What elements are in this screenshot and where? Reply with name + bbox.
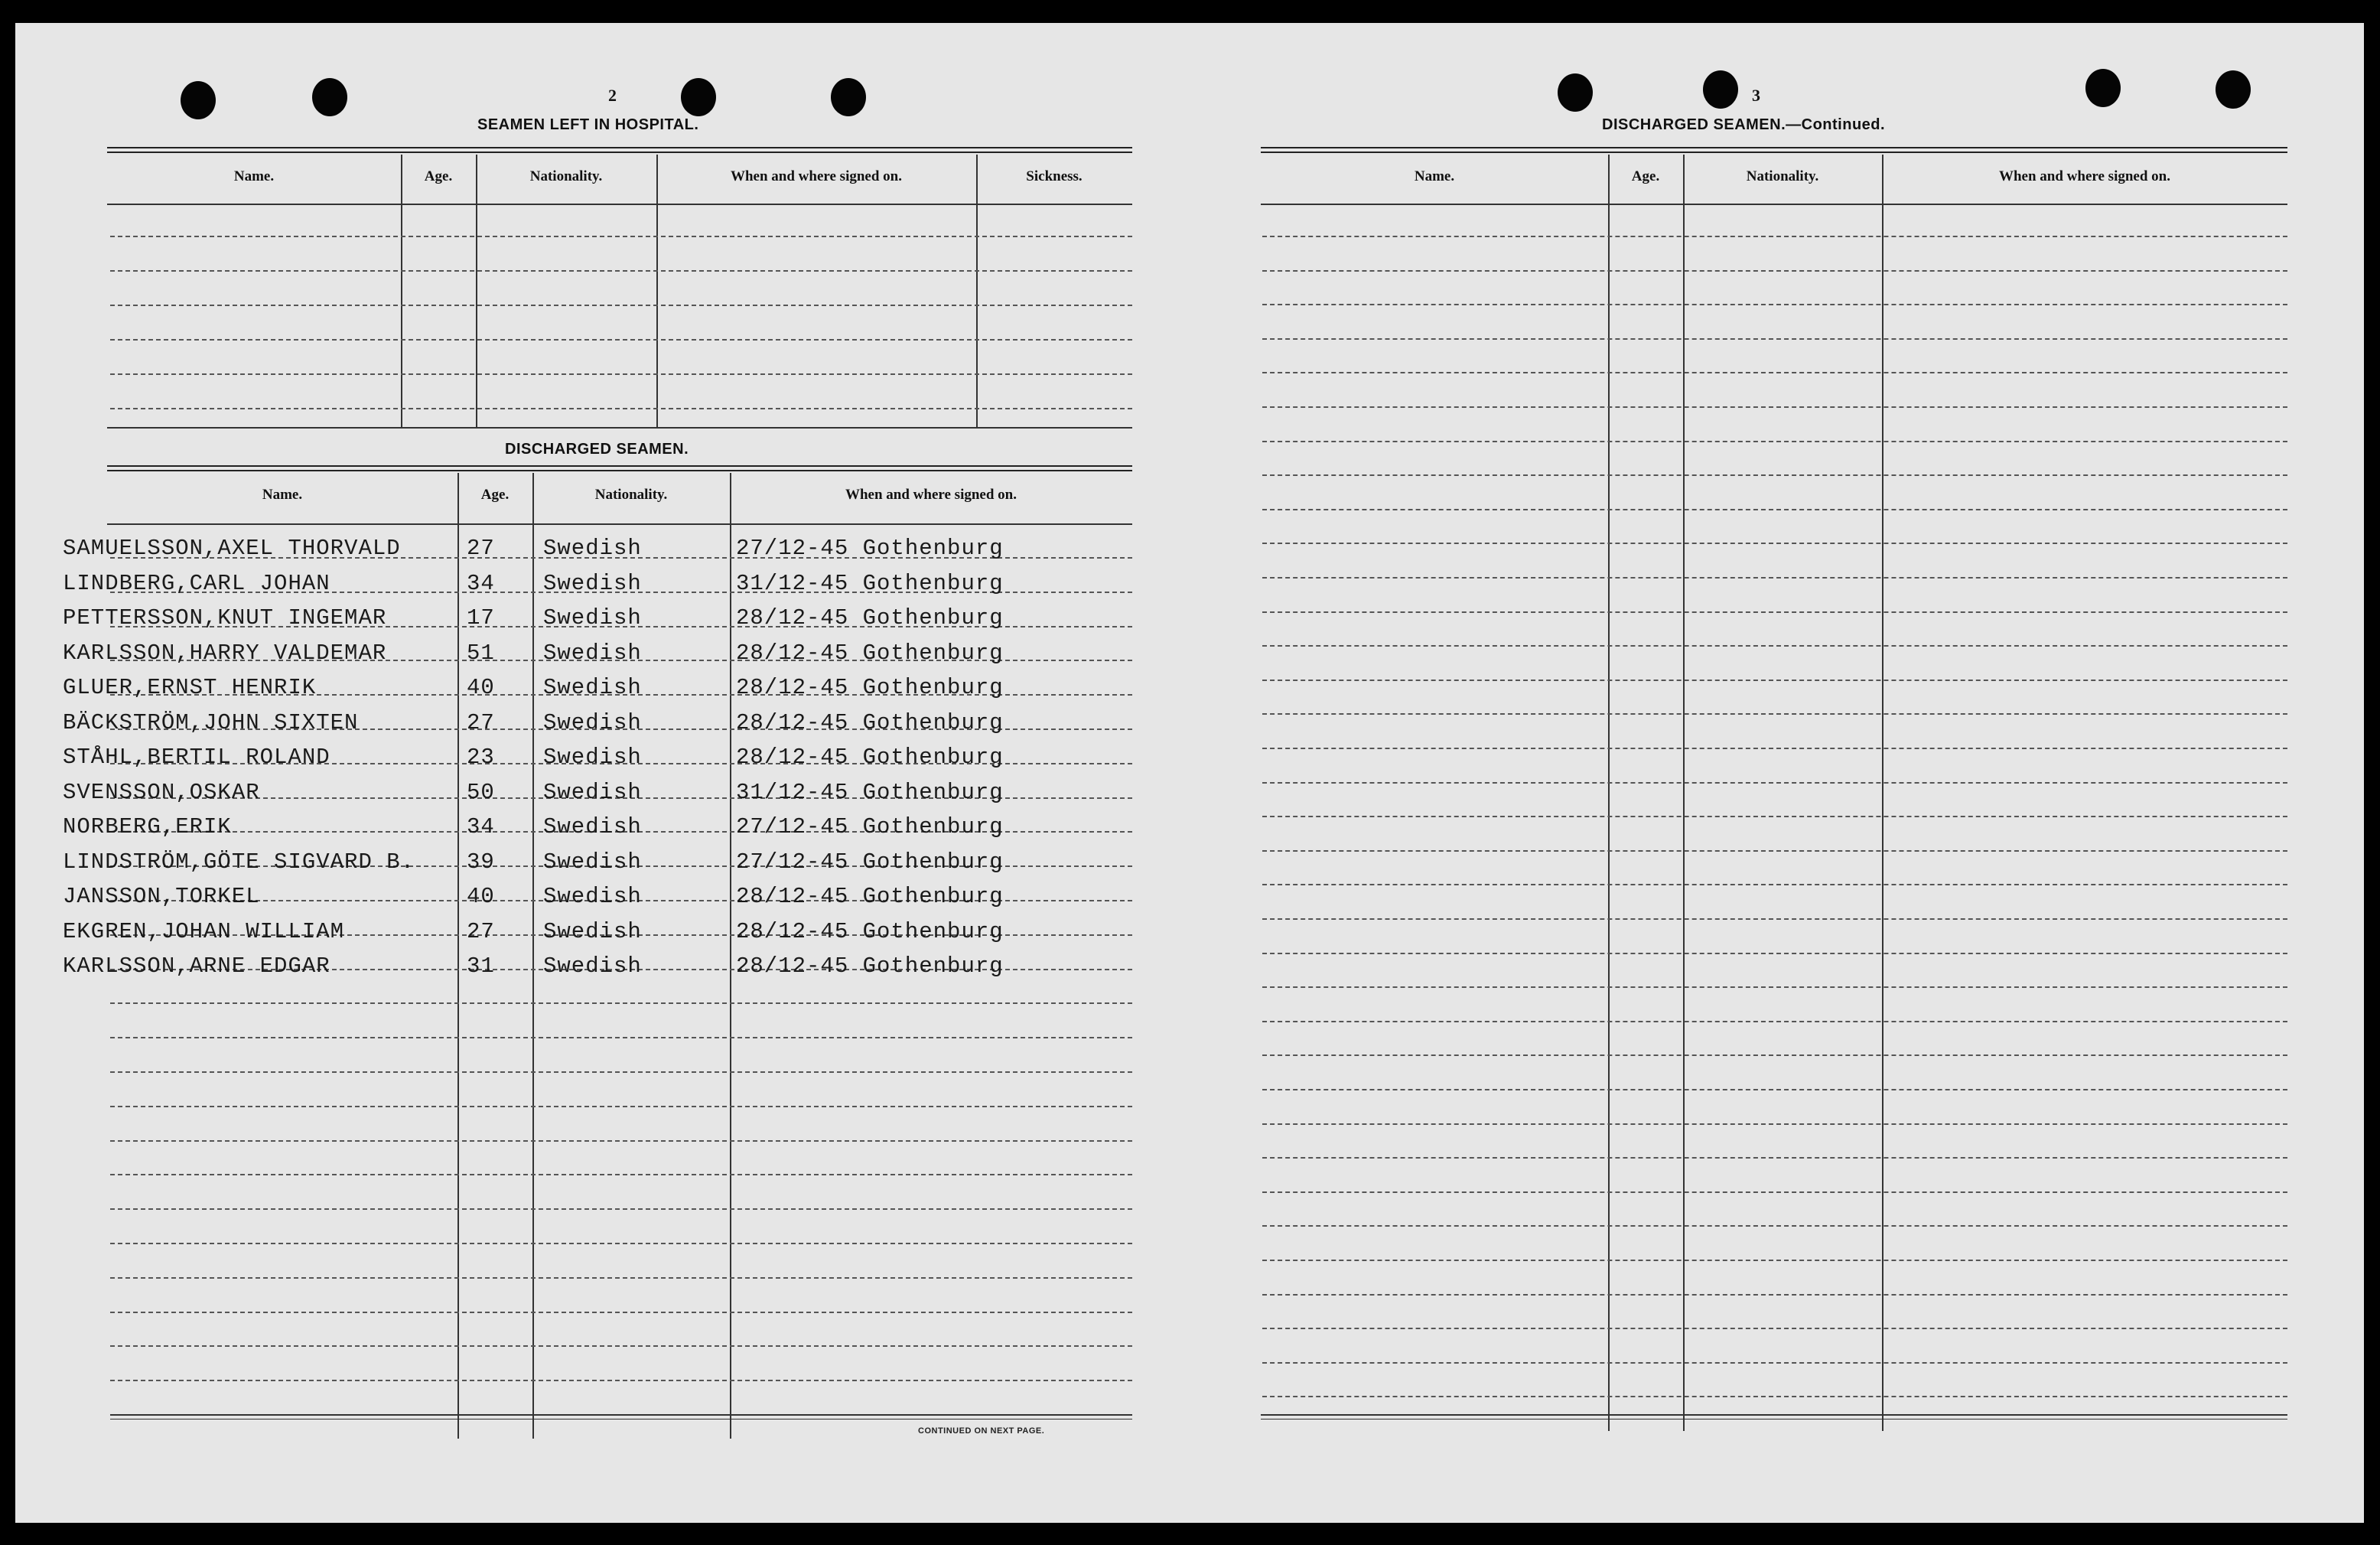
right-ruling-line: [1262, 953, 2287, 954]
right-ruling-line: [1262, 1123, 2287, 1125]
seaman-name: NORBERG,ERIK: [63, 814, 232, 839]
seaman-nationality: Swedish: [543, 779, 642, 805]
seaman-name: PETTERSSON,KNUT INGEMAR: [63, 605, 387, 631]
seaman-nationality: Swedish: [543, 709, 642, 735]
right-page-number: 3: [1752, 86, 1760, 105]
document-sheet: [15, 23, 2364, 1523]
right-table-bottom-rule-2: [1261, 1419, 2287, 1420]
punch-hole: [681, 78, 716, 116]
seaman-nationality: Swedish: [543, 814, 642, 839]
seaman-age: 23: [467, 745, 495, 770]
discharged-ruling-line: [110, 1037, 1132, 1038]
right-ruling-line: [1262, 680, 2287, 681]
punch-hole: [1558, 73, 1593, 112]
seaman-signed-on: 28/12-45 Gothenburg: [736, 953, 1004, 979]
right-col-divider: [1608, 155, 1610, 1431]
seaman-signed-on: 28/12-45 Gothenburg: [736, 675, 1004, 700]
hospital-header-name: Name.: [233, 168, 275, 184]
punch-hole: [2216, 70, 2251, 109]
right-ruling-line: [1262, 270, 2287, 272]
hospital-ruling-line: [110, 339, 1132, 341]
discharged-ruling-line: [110, 1345, 1132, 1347]
right-ruling-line: [1262, 1294, 2287, 1296]
right-ruling-line: [1262, 1157, 2287, 1159]
punch-hole: [181, 81, 216, 119]
discharged-ruling-line: [110, 1208, 1132, 1210]
punch-hole: [1703, 70, 1738, 109]
hospital-table-bottom-rule: [107, 427, 1132, 429]
right-ruling-line: [1262, 1396, 2287, 1397]
seaman-age: 34: [467, 570, 495, 596]
right-ruling-line: [1262, 850, 2287, 852]
right-ruling-line: [1262, 338, 2287, 340]
seaman-name: STÅHL,BERTIL ROLAND: [63, 745, 330, 770]
seaman-nationality: Swedish: [543, 675, 642, 700]
seaman-signed-on: 27/12-45 Gothenburg: [736, 536, 1004, 561]
right-ruling-line: [1262, 406, 2287, 408]
right-ruling-line: [1262, 577, 2287, 579]
discharged-table-bottom-rule: [110, 1414, 1132, 1416]
right-table-top-rule: [1261, 147, 2287, 153]
discharged-ruling-line: [110, 1174, 1132, 1175]
discharged-col-divider: [457, 473, 459, 1439]
hospital-header-sickness: Sickness.: [1026, 168, 1083, 184]
right-section-title: DISCHARGED SEAMEN.—Continued.: [1602, 116, 1886, 133]
seaman-signed-on: 28/12-45 Gothenburg: [736, 918, 1004, 944]
right-header-age: Age.: [1631, 168, 1660, 184]
seaman-age: 34: [467, 814, 495, 839]
discharged-header-age: Age.: [480, 487, 510, 503]
seaman-nationality: Swedish: [543, 884, 642, 909]
discharged-ruling-line: [110, 1277, 1132, 1279]
right-ruling-line: [1262, 645, 2287, 647]
seaman-age: 40: [467, 675, 495, 700]
right-header-name: Name.: [1414, 168, 1455, 184]
seaman-age: 17: [467, 605, 495, 631]
hospital-table-top-rule: [107, 147, 1132, 153]
discharged-col-divider: [730, 473, 731, 1439]
hospital-ruling-line: [110, 373, 1132, 375]
seaman-age: 40: [467, 884, 495, 909]
hospital-col-divider: [656, 155, 658, 427]
seaman-nationality: Swedish: [543, 570, 642, 596]
hospital-section-title: SEAMEN LEFT IN HOSPITAL.: [477, 116, 699, 133]
seaman-name: LINDSTRÖM,GÖTE SIGVARD B.: [63, 849, 415, 875]
punch-hole: [312, 78, 347, 116]
right-ruling-line: [1262, 1021, 2287, 1022]
seaman-signed-on: 31/12-45 Gothenburg: [736, 570, 1004, 596]
seaman-signed-on: 27/12-45 Gothenburg: [736, 814, 1004, 839]
seaman-age: 51: [467, 640, 495, 666]
right-ruling-line: [1262, 748, 2287, 749]
hospital-col-divider: [476, 155, 477, 427]
discharged-header-name: Name.: [262, 487, 303, 503]
right-ruling-line: [1262, 918, 2287, 920]
punch-hole: [2085, 69, 2121, 107]
seaman-signed-on: 28/12-45 Gothenburg: [736, 640, 1004, 666]
right-ruling-line: [1262, 782, 2287, 784]
right-ruling-line: [1262, 713, 2287, 715]
right-ruling-line: [1262, 236, 2287, 237]
seaman-age: 27: [467, 918, 495, 944]
right-ruling-line: [1262, 543, 2287, 544]
hospital-ruling-line: [110, 270, 1132, 272]
seaman-nationality: Swedish: [543, 605, 642, 631]
right-ruling-line: [1262, 1089, 2287, 1090]
seaman-age: 27: [467, 709, 495, 735]
seaman-signed-on: 28/12-45 Gothenburg: [736, 709, 1004, 735]
seaman-nationality: Swedish: [543, 849, 642, 875]
right-ruling-line: [1262, 884, 2287, 885]
right-ruling-line: [1262, 986, 2287, 988]
right-ruling-line: [1262, 304, 2287, 305]
seaman-age: 50: [467, 779, 495, 805]
right-ruling-line: [1262, 611, 2287, 613]
hospital-ruling-line: [110, 408, 1132, 409]
right-ruling-line: [1262, 816, 2287, 817]
seaman-signed-on: 28/12-45 Gothenburg: [736, 605, 1004, 631]
discharged-header-signed-on: When and where signed on.: [845, 487, 1017, 503]
right-table-bottom-rule: [1261, 1414, 2287, 1416]
discharged-col-divider: [532, 473, 534, 1439]
seaman-signed-on: 27/12-45 Gothenburg: [736, 849, 1004, 875]
seaman-name: SAMUELSSON,AXEL THORVALD: [63, 536, 401, 561]
seaman-name: BÄCKSTRÖM,JOHN SIXTEN: [63, 709, 359, 735]
right-ruling-line: [1262, 474, 2287, 476]
seaman-age: 27: [467, 536, 495, 561]
right-ruling-line: [1262, 1362, 2287, 1364]
seaman-name: KARLSSON,ARNE EDGAR: [63, 953, 330, 979]
hospital-ruling-line: [110, 236, 1132, 237]
hospital-header-nationality: Nationality.: [529, 168, 603, 184]
discharged-ruling-line: [110, 1002, 1132, 1004]
hospital-col-divider: [976, 155, 978, 427]
hospital-ruling-line: [110, 305, 1132, 306]
hospital-header-rule: [107, 204, 1132, 205]
discharged-table-bottom-rule-2: [110, 1419, 1132, 1420]
left-page-number: 2: [608, 86, 617, 105]
right-ruling-line: [1262, 372, 2287, 373]
discharged-table-top-rule: [107, 465, 1132, 471]
right-header-rule: [1261, 204, 2287, 205]
right-ruling-line: [1262, 509, 2287, 510]
seaman-signed-on: 28/12-45 Gothenburg: [736, 745, 1004, 770]
seaman-signed-on: 31/12-45 Gothenburg: [736, 779, 1004, 805]
right-ruling-line: [1262, 441, 2287, 442]
right-col-divider: [1683, 155, 1685, 1431]
right-ruling-line: [1262, 1225, 2287, 1227]
seaman-age: 39: [467, 849, 495, 875]
seaman-nationality: Swedish: [543, 536, 642, 561]
discharged-header-rule: [107, 523, 1132, 525]
discharged-section-title: DISCHARGED SEAMEN.: [505, 441, 689, 458]
seaman-nationality: Swedish: [543, 640, 642, 666]
discharged-header-nationality: Nationality.: [594, 487, 668, 503]
discharged-ruling-line: [110, 1106, 1132, 1107]
seaman-name: KARLSSON,HARRY VALDEMAR: [63, 640, 387, 666]
right-ruling-line: [1262, 1191, 2287, 1193]
hospital-header-age: Age.: [424, 168, 453, 184]
seaman-nationality: Swedish: [543, 918, 642, 944]
seaman-age: 31: [467, 953, 495, 979]
hospital-header-signed-on: When and where signed on.: [730, 168, 902, 184]
continued-footer: CONTINUED ON NEXT PAGE.: [918, 1426, 1045, 1436]
discharged-ruling-line: [110, 1243, 1132, 1244]
hospital-col-divider: [401, 155, 402, 427]
right-header-nationality: Nationality.: [1746, 168, 1819, 184]
right-col-divider: [1882, 155, 1883, 1431]
discharged-ruling-line: [110, 1071, 1132, 1073]
right-ruling-line: [1262, 1328, 2287, 1329]
right-ruling-line: [1262, 1054, 2287, 1056]
discharged-ruling-line: [110, 1312, 1132, 1313]
seaman-nationality: Swedish: [543, 953, 642, 979]
seaman-name: GLUER,ERNST HENRIK: [63, 675, 317, 700]
seaman-name: SVENSSON,OSKAR: [63, 779, 260, 805]
punch-hole: [831, 78, 866, 116]
seaman-name: LINDBERG,CARL JOHAN: [63, 570, 330, 596]
right-ruling-line: [1262, 1260, 2287, 1261]
seaman-name: JANSSON,TORKEL: [63, 884, 260, 909]
discharged-ruling-line: [110, 1140, 1132, 1142]
seaman-signed-on: 28/12-45 Gothenburg: [736, 884, 1004, 909]
seaman-name: EKGREN,JOHAN WILLIAM: [63, 918, 345, 944]
right-header-signed-on: When and where signed on.: [1998, 168, 2170, 184]
discharged-ruling-line: [110, 1380, 1132, 1381]
seaman-nationality: Swedish: [543, 745, 642, 770]
